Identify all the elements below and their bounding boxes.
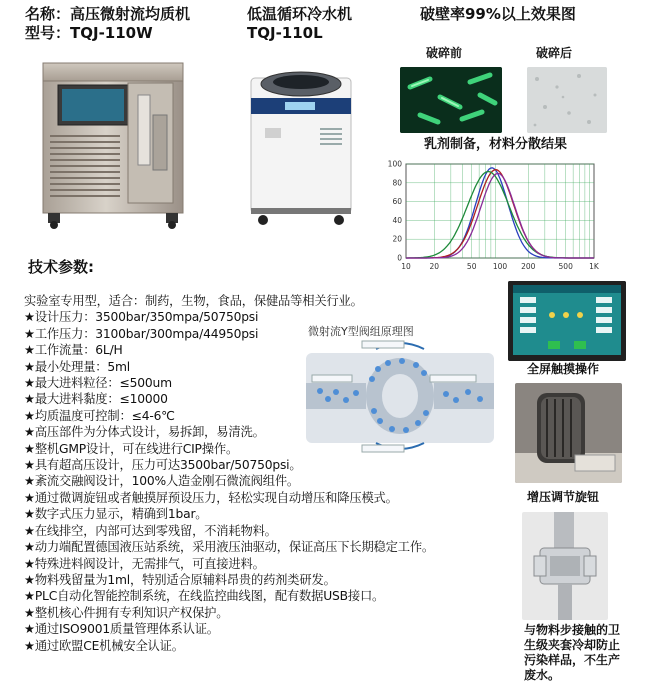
y-tick-label: 40	[392, 215, 402, 225]
cooling-jacket-image	[522, 512, 608, 620]
after-crush-image	[527, 67, 607, 133]
touchscreen-image	[508, 281, 626, 361]
spec-title: 技术参数:	[28, 258, 94, 276]
y-tick-label: 0	[397, 253, 402, 263]
homogenizer-machine-image	[38, 55, 188, 230]
spec-item: ★设计压力：3500bar/350mpa/50750psi	[24, 310, 259, 325]
x-tick-label: 1K	[589, 262, 599, 271]
effect-title: 破壁率99%以上效果图	[420, 5, 576, 23]
valve-diagram	[306, 323, 494, 455]
x-tick-label: 500	[558, 262, 573, 271]
spec-item: ★具有超高压设计，压力可达3500bar/50750psi。	[24, 458, 302, 473]
spec-item: ★工作压力：3100bar/300mpa/44950psi	[24, 326, 259, 341]
spec-item: ★数字式压力显示，精确到1bar。	[24, 507, 208, 522]
after-label: 破碎后	[536, 46, 573, 60]
spec-item: ★物料残留量为1ml，特别适合原辅料昂贵的药剂类研发。	[24, 572, 336, 587]
spec-item: ★通过欧盟CE机械安全认证。	[24, 638, 184, 653]
y-tick-label: 100	[387, 159, 402, 169]
spec-item: ★整机GMP设计，可在线进行CIP操作。	[24, 441, 239, 456]
touchscreen-caption: 全屏触摸操作	[527, 362, 600, 376]
before-crush-image	[400, 67, 502, 133]
y-tick-label: 20	[392, 234, 402, 244]
spec-item: ★特殊进料阀设计，无需排气，可直接进料。	[24, 556, 265, 571]
distribution-chart-svg	[384, 156, 606, 276]
knob-caption: 增压调节旋钮	[527, 490, 600, 504]
emulsion-chart	[384, 156, 606, 276]
x-tick-label: 200	[521, 262, 536, 271]
spec-item: ★最大进料粒径：≤500um	[24, 376, 172, 391]
y-tick-label: 80	[392, 178, 402, 188]
x-tick-label: 100	[492, 262, 508, 271]
spec-item: ★通过ISO9001质量管理体系认证。	[24, 622, 219, 637]
chiller-name: 低温循环冷水机	[247, 5, 353, 23]
spec-item: ★紊流交融阀设计，100%人造金刚石微流阀组件。	[24, 474, 300, 489]
chart-title: 乳剂制备，材料分散结果	[424, 137, 568, 152]
spec-item: ★整机核心件拥有专利知识产权保护。	[24, 605, 229, 620]
product-name: 名称：高压微射流均质机	[25, 5, 191, 23]
spec-item: ★最小处理量：5ml	[24, 359, 131, 374]
x-tick-label: 50	[466, 262, 477, 271]
spec-item: 实验室专用型，适合：制药，生物，食品，保健品等相关行业。	[24, 294, 363, 308]
spec-item: ★动力端配置德国液压站系统，采用液压油驱动，保证高压下长期稳定工作。	[24, 540, 435, 555]
spec-item: ★均质温度可控制：≤4-6℃	[24, 408, 175, 423]
spec-item: ★PLC自动化智能控制系统，在线监控曲线图，配有数据USB接口。	[24, 589, 385, 604]
product-model: 型号：TQJ-110W	[25, 24, 153, 42]
y-tick-label: 60	[392, 197, 402, 207]
pressure-knob-image	[515, 383, 622, 483]
valve-diagram-title: 微射流Y型阀组原理图	[308, 325, 414, 338]
chiller-model: TQJ-110L	[247, 24, 323, 42]
x-tick-label: 10	[401, 262, 411, 271]
x-tick-label: 20	[429, 262, 440, 271]
spec-item: ★工作流量：6L/H	[24, 343, 123, 358]
cooling-jacket-caption: 与物料步接触的卫生级夹套冷却防止污染样品，不生产废水。	[524, 623, 621, 682]
spec-item: ★通过微调旋钮或者触摸屏预设压力，轻松实现自动增压和降压模式。	[24, 490, 398, 505]
spec-item: ★高压部件为分体式设计，易拆卸，易清洗。	[24, 425, 265, 440]
spec-item: ★在线排空，内部可达到零残留，不消耗物料。	[24, 523, 277, 538]
before-label: 破碎前	[426, 46, 463, 60]
spec-item: ★最大进料黏度：≤10000	[24, 392, 168, 407]
chiller-machine-image	[245, 58, 357, 228]
